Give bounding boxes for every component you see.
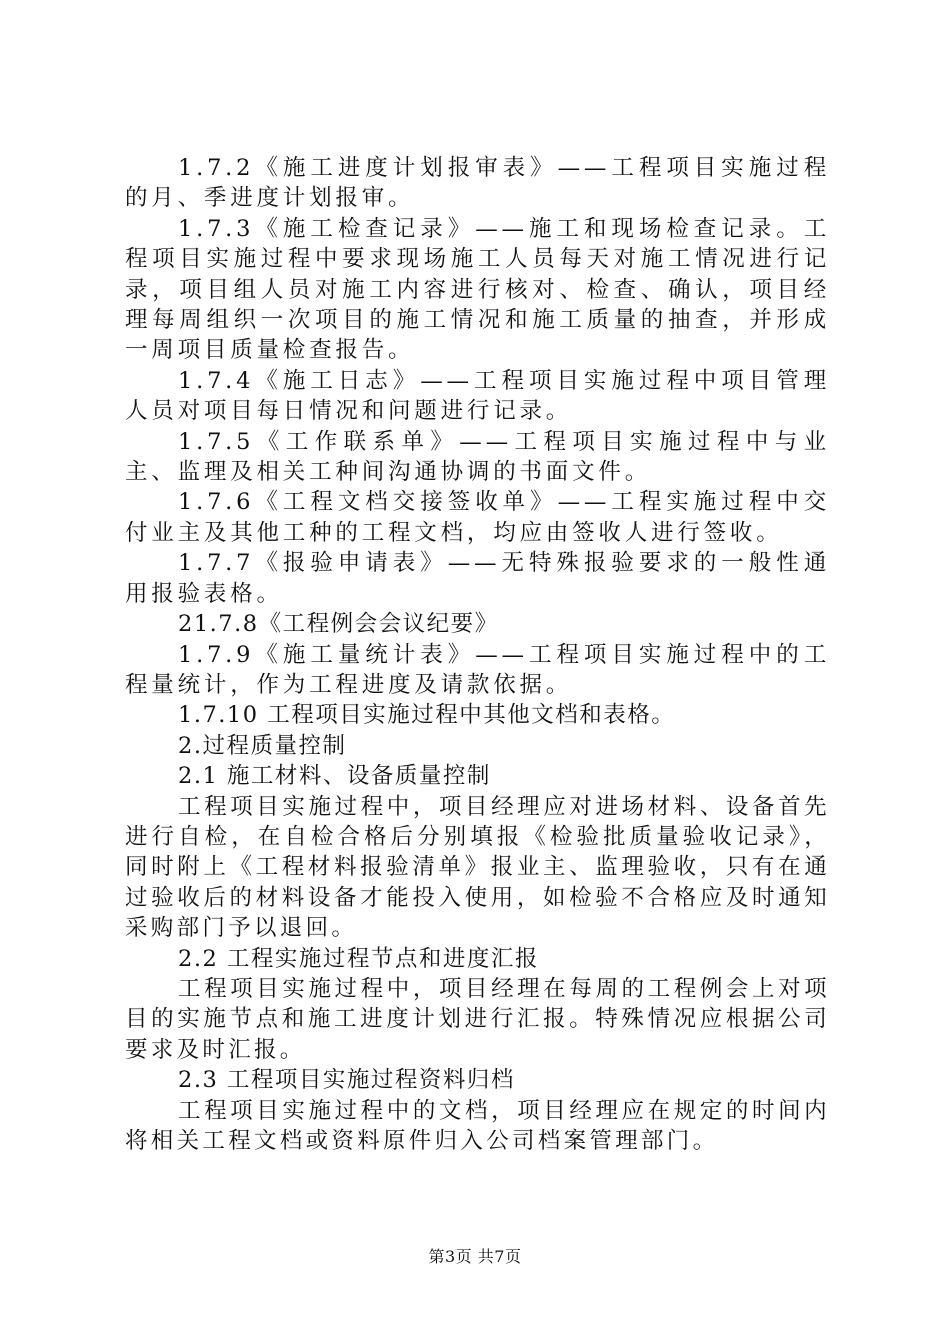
paragraph-2-1-body: 工程项目实施过程中，项目经理应对进场材料、设备首先进行自检，在自检合格后分别填报《检验批质量验收记录》，同时附上《工程材料报验清单》报业主、监理验收，只有在通过验收后的材料设备才能投入使用，如检验不合格应及时通知采购部门予以退回。 (125, 793, 830, 942)
paragraph-1-7-2: 1.7.2《施工进度计划报审表》——工程项目实施过程的月、季进度计划报审。 (125, 155, 830, 212)
paragraph-1-7-6: 1.7.6《工程文档交接签收单》——工程实施过程中交付业主及其他工种的工程文档，均应由签收人进行签收。 (125, 489, 830, 546)
paragraph-2-3-body: 工程项目实施过程中的文档，项目经理应在规定的时间内将相关工程文档或资料原件归入公司档案管理部门。 (125, 1097, 830, 1154)
document-body (125, 153, 830, 1156)
paragraph-1-7-8: 21.7.8《工程例会会议纪要》 (178, 611, 499, 638)
paragraph-1-7-3: 1.7.3《施工检查记录》——施工和现场检查记录。工程项目实施过程中要求现场施工人员每天对施工情况进行记录，项目组人员对施工内容进行核对、检查、确认，项目经理每周组织一次项目的施工情况和施工质量的抽查，并形成一周项目质量检查报告。 (125, 215, 830, 364)
subsection-heading-2-3: 2.3 工程项目实施过程资料归档 (178, 1067, 515, 1094)
page-footer: 第3页 共7页 (428, 1247, 522, 1266)
paragraph-2-2-body: 工程项目实施过程中，项目经理在每周的工程例会上对项目的实施节点和施工进度计划进行汇报。特殊情况应根据公司要求及时汇报。 (125, 975, 830, 1063)
paragraph-1-7-9: 1.7.9《施工量统计表》——工程项目实施过程中的工程量统计，作为工程进度及请款依据。 (125, 641, 830, 698)
paragraph-1-7-10: 1.7.10 工程项目实施过程中其他文档和表格。 (178, 702, 676, 729)
subsection-heading-2-1: 2.1 施工材料、设备质量控制 (178, 763, 491, 790)
paragraph-1-7-4: 1.7.4《施工日志》——工程项目实施过程中项目管理人员对项目每日情况和问题进行记录。 (125, 367, 830, 425)
subsection-heading-2-2: 2.2 工程实施过程节点和进度汇报 (178, 945, 539, 972)
paragraph-1-7-5: 1.7.5《工作联系单》——工程项目实施过程中与业主、监理及相关工种间沟通协调的书面文件。 (125, 428, 830, 486)
section-heading-2: 2.过程质量控制 (178, 732, 347, 759)
paragraph-1-7-7: 1.7.7《报验申请表》——无特殊报验要求的一般性通用报验表格。 (125, 550, 830, 607)
